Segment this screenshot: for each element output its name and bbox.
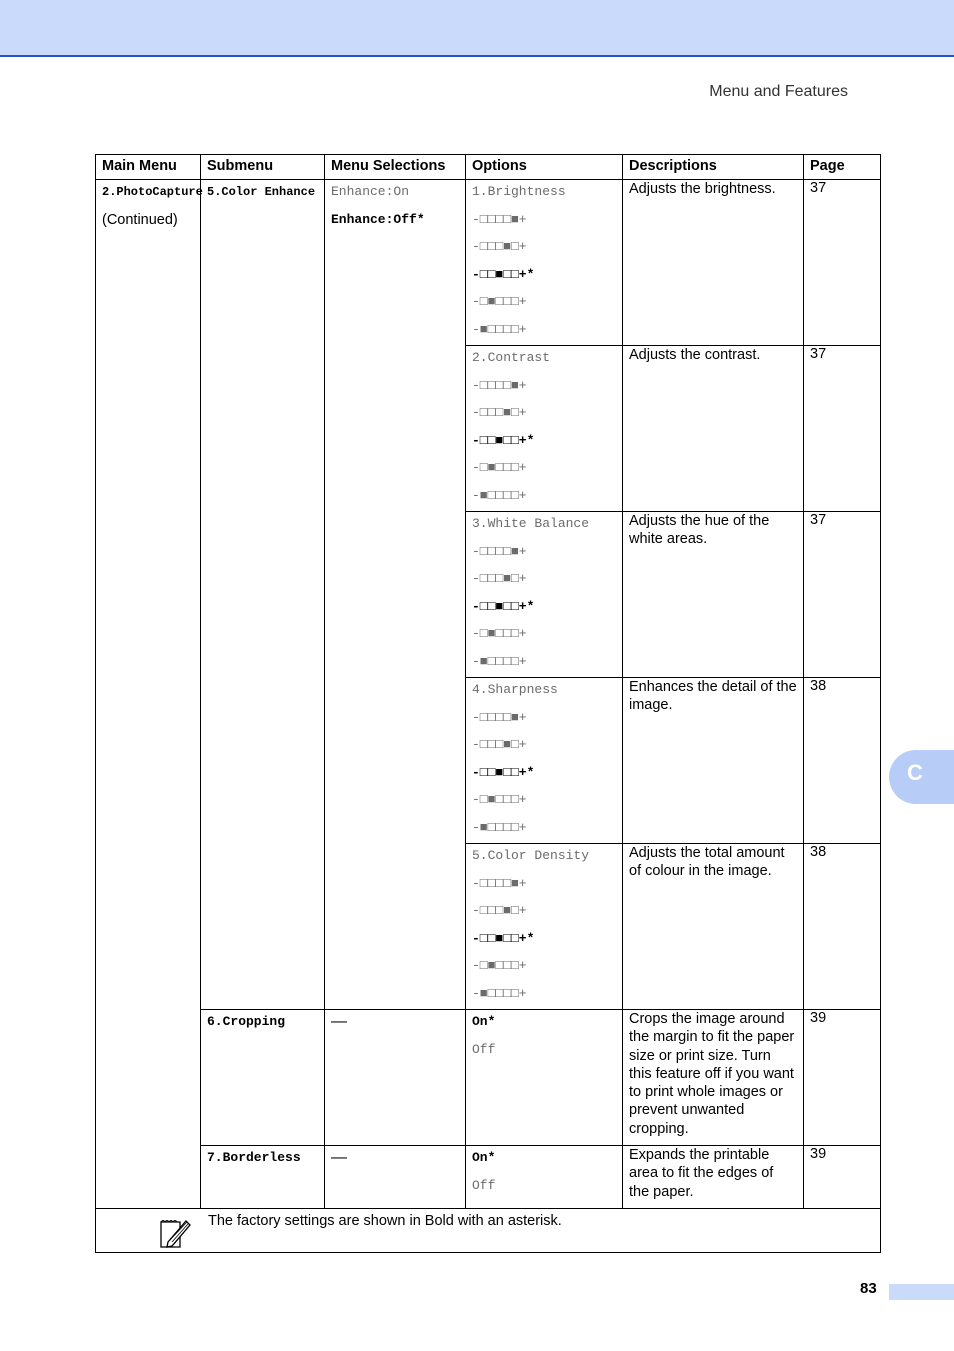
options-cell xyxy=(466,346,623,512)
option-level: -□□□■□+ xyxy=(472,903,527,918)
page-cell: 38 xyxy=(804,678,881,844)
selection-dash: — xyxy=(331,1149,347,1166)
continued-label: (Continued) xyxy=(102,211,178,228)
option-level: -□■□□□+ xyxy=(472,626,527,641)
page-cell: 38 xyxy=(804,844,881,1010)
footnote-text: The factory settings are shown in Bold with an asterisk. xyxy=(208,1213,562,1229)
description-borderless: Expands the printable area to fit the edges of the paper. xyxy=(623,1146,804,1209)
submenu-label: 7.Borderless xyxy=(207,1150,301,1165)
option-off: Off xyxy=(472,1041,496,1057)
option-level: -□□□□■+ xyxy=(472,543,527,559)
note-pencil-icon xyxy=(158,1216,192,1250)
options-cell xyxy=(466,180,623,346)
main-menu-label: 2.PhotoCapture xyxy=(102,185,203,199)
page-cell: 37 xyxy=(804,346,881,512)
option-level: -■□□□□+ xyxy=(472,487,527,503)
description-cell: Enhances the detail of the image. xyxy=(623,678,804,844)
main-menu-cell xyxy=(96,180,201,1209)
option-level: -□□■□□+* xyxy=(472,598,535,614)
option-on: On* xyxy=(472,1014,496,1029)
option-level: -■□□□□+ xyxy=(472,985,527,1001)
table-row-borderless xyxy=(96,1146,881,1209)
options-cell xyxy=(466,512,623,678)
description-cell: Adjusts the contrast. xyxy=(623,346,804,512)
option-level: -□□■□□+* xyxy=(472,930,535,946)
header-main-menu: Main Menu xyxy=(96,155,201,180)
header-submenu: Submenu xyxy=(201,155,325,180)
header-page: Page xyxy=(804,155,881,180)
options-cropping xyxy=(466,1010,623,1146)
option-level: -□□□□■+ xyxy=(472,211,527,227)
table-row xyxy=(96,180,881,346)
option-level: -□□□■□+ xyxy=(472,405,527,420)
chapter-tab xyxy=(889,750,954,804)
submenu-label: 6.Cropping xyxy=(207,1014,286,1029)
header-menu-selections: Menu Selections xyxy=(325,155,466,180)
running-header: Menu and Features xyxy=(709,83,848,100)
page-band xyxy=(889,1284,954,1300)
option-level: -□□■□□+* xyxy=(472,432,535,448)
option-level: -□□□□■+ xyxy=(472,709,527,725)
table-row-cropping xyxy=(96,1010,881,1146)
option-level: -□□■□□+* xyxy=(472,266,535,282)
description-cell: Adjusts the hue of the white areas. xyxy=(623,512,804,678)
option-level: -□□□■□+ xyxy=(472,571,527,586)
submenu-color-enhance xyxy=(201,180,325,1010)
option-name: 2.Contrast xyxy=(472,350,551,365)
page-borderless: 39 xyxy=(804,1146,881,1209)
option-level: -□■□□□+ xyxy=(472,294,527,309)
option-level: -■□□□□+ xyxy=(472,321,527,337)
top-color-band xyxy=(0,0,954,57)
option-level: -□□□□■+ xyxy=(472,377,527,393)
options-borderless xyxy=(466,1146,623,1209)
option-level: -■□□□□+ xyxy=(472,819,527,835)
options-cell xyxy=(466,844,623,1010)
selection-dash: — xyxy=(331,1013,347,1030)
option-name: 5.Color Density xyxy=(472,848,590,863)
submenu-label: 5.Color Enhance xyxy=(207,185,316,199)
option-off: Off xyxy=(472,1177,496,1193)
selection-cropping xyxy=(325,1010,466,1146)
description-cell: Adjusts the brightness. xyxy=(623,180,804,346)
option-level: -□■□□□+ xyxy=(472,958,527,973)
header-options: Options xyxy=(466,155,623,180)
page-cropping: 39 xyxy=(804,1010,881,1146)
table-header-row xyxy=(96,155,881,180)
footnote-cell xyxy=(96,1209,881,1253)
options-cell xyxy=(466,678,623,844)
page-number: 83 xyxy=(860,1280,877,1297)
option-level: -□□□■□+ xyxy=(472,737,527,752)
option-level: -□□■□□+* xyxy=(472,764,535,780)
option-level: -■□□□□+ xyxy=(472,653,527,669)
selection-borderless xyxy=(325,1146,466,1209)
option-name: 1.Brightness xyxy=(472,184,566,199)
option-level: -□■□□□+ xyxy=(472,792,527,807)
selections-color-enhance xyxy=(325,180,466,1010)
description-cell: Adjusts the total amount of colour in the image. xyxy=(623,844,804,1010)
menu-table xyxy=(95,154,881,1253)
option-level: -□□□□■+ xyxy=(472,875,527,891)
chapter-letter: C xyxy=(907,760,923,785)
option-level: -□■□□□+ xyxy=(472,460,527,475)
footnote-row xyxy=(96,1209,881,1253)
selection-enhance-on: Enhance:On xyxy=(331,184,410,199)
option-level: -□□□■□+ xyxy=(472,239,527,254)
option-name: 3.White Balance xyxy=(472,516,590,531)
option-name: 4.Sharpness xyxy=(472,682,558,697)
submenu-borderless xyxy=(201,1146,325,1209)
header-descriptions: Descriptions xyxy=(623,155,804,180)
submenu-cropping xyxy=(201,1010,325,1146)
page-cell: 37 xyxy=(804,180,881,346)
description-cropping: Crops the image around the margin to fit the paper size or print size. Turn this feature off if you want to print whole images or prevent unwanted cropping. xyxy=(623,1010,804,1146)
option-on: On* xyxy=(472,1150,496,1165)
selection-enhance-off: Enhance:Off* xyxy=(331,211,425,227)
page-cell: 37 xyxy=(804,512,881,678)
